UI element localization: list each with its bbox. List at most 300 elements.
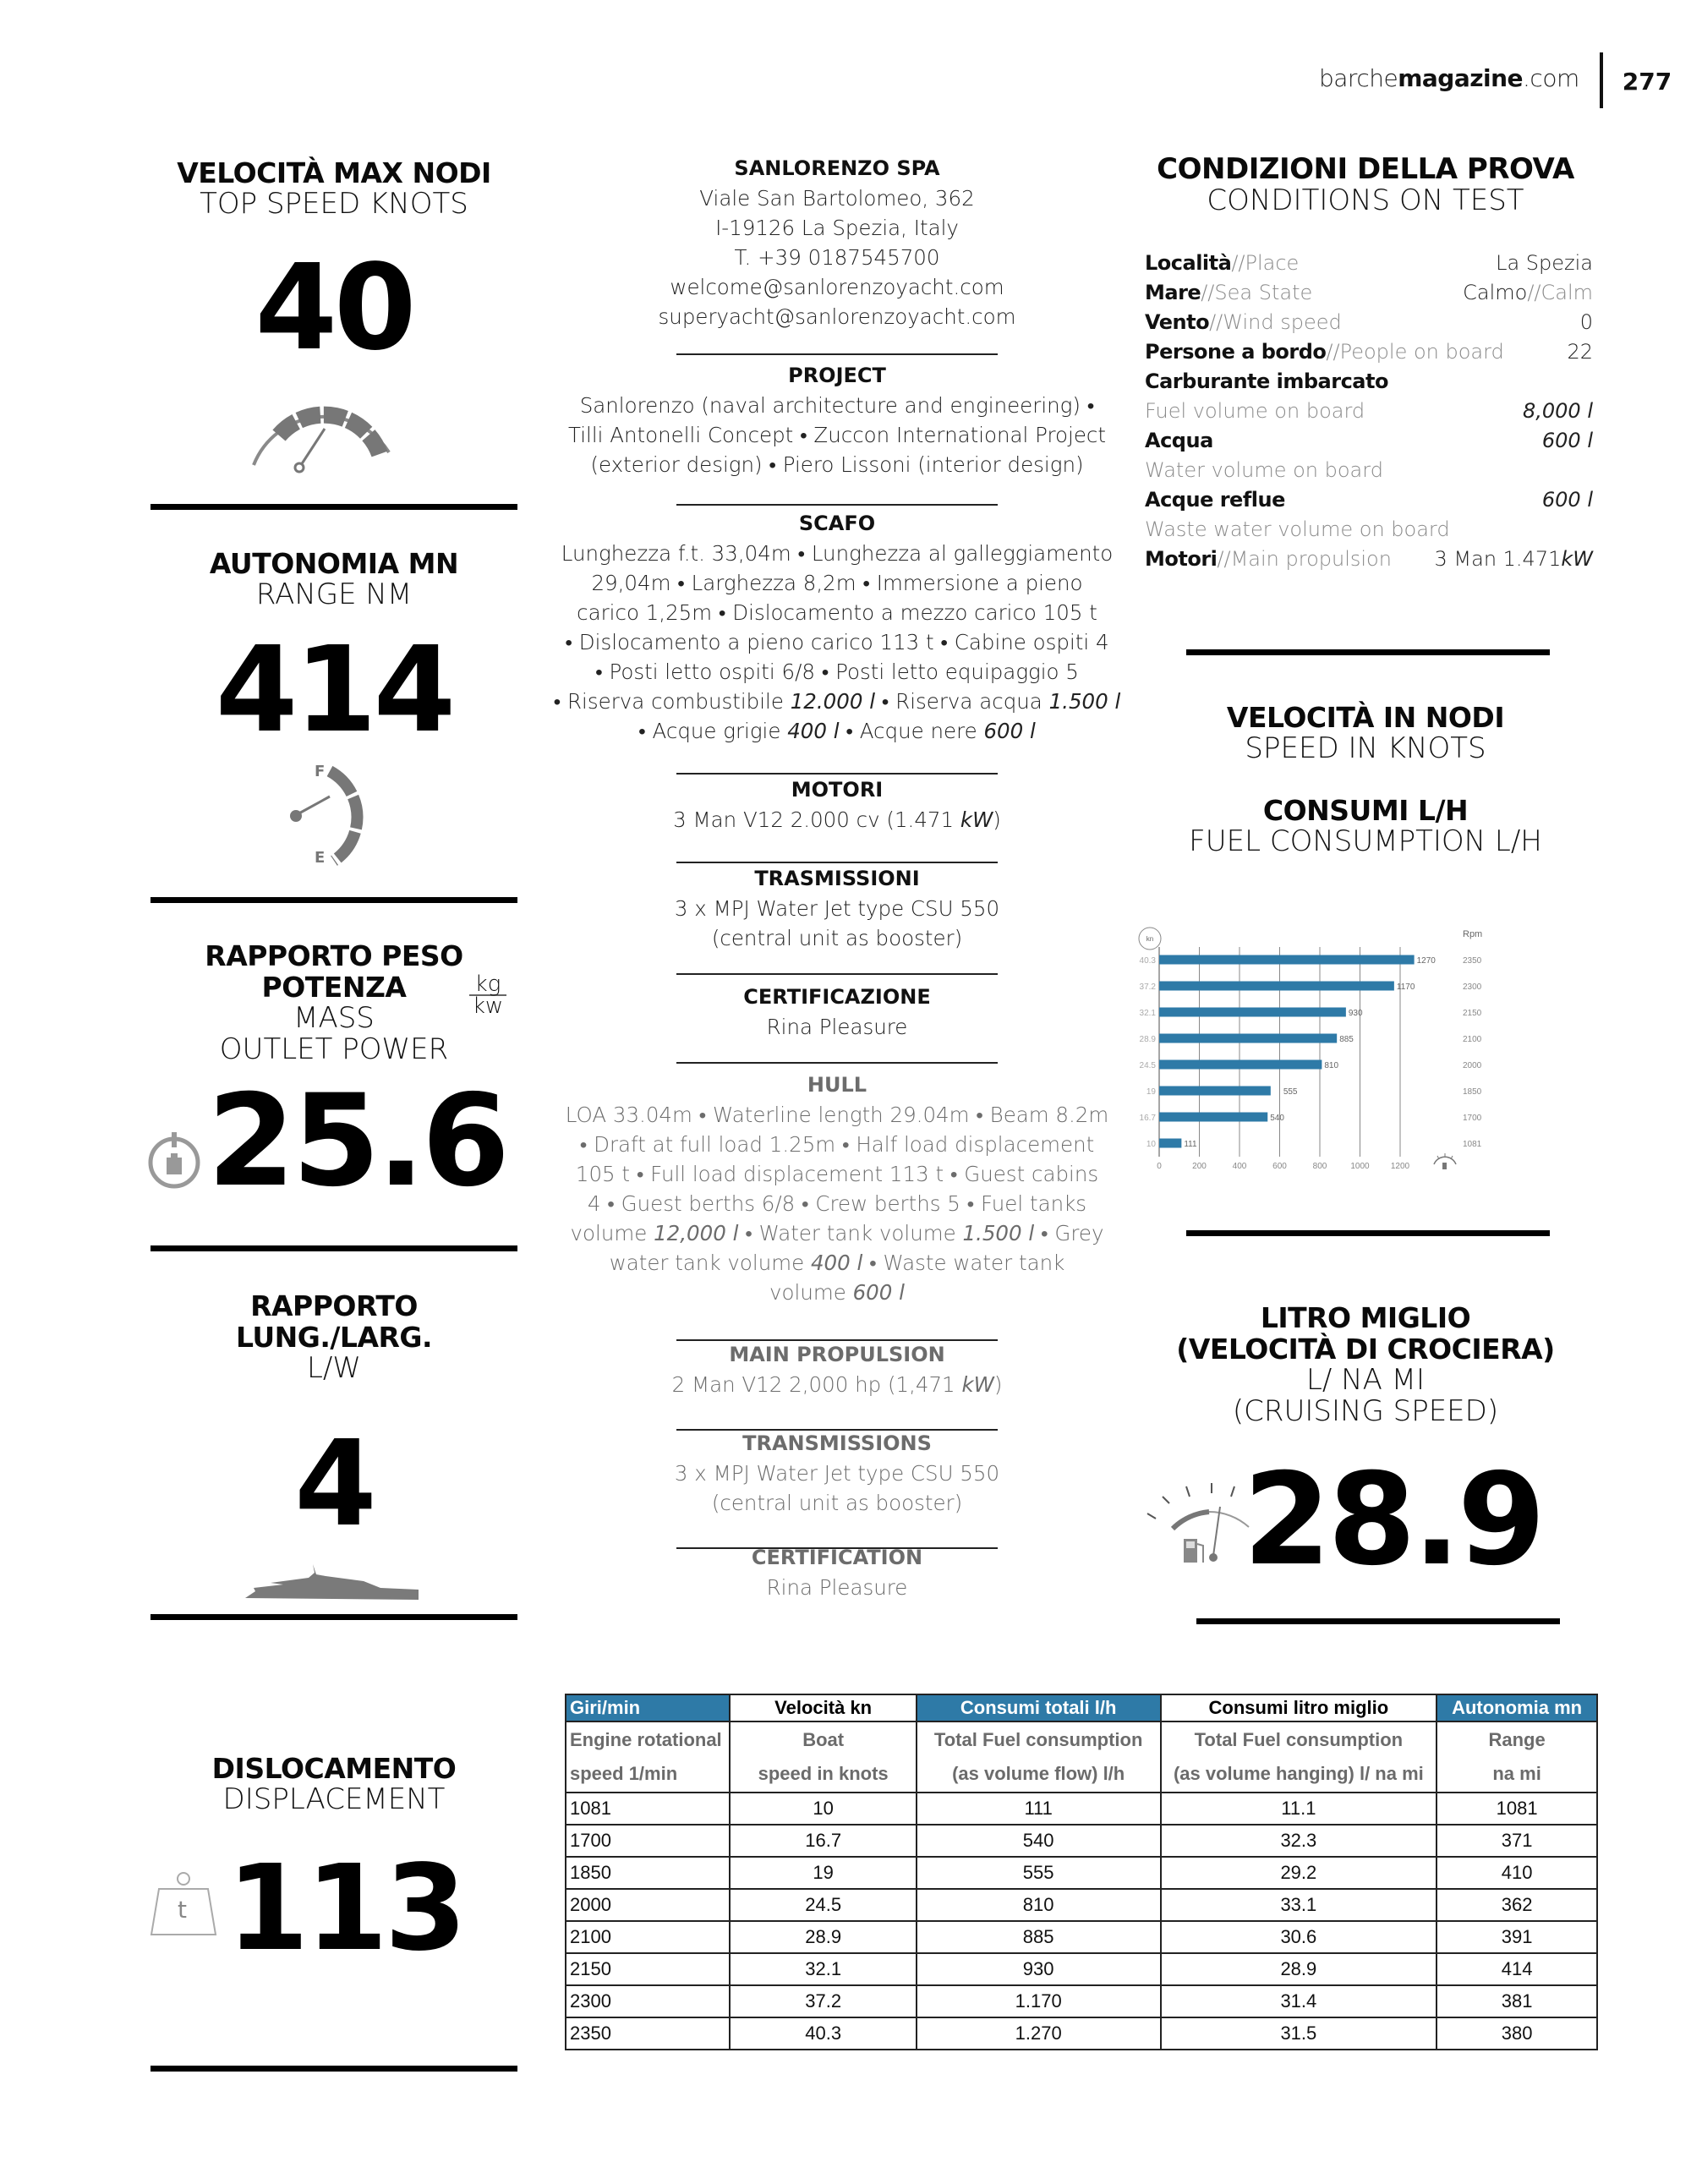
condition-value-text: 3 Man 1.471 xyxy=(1434,547,1562,571)
bar xyxy=(1159,1008,1346,1017)
condition-value-text: La Spezia xyxy=(1496,251,1593,275)
condition-row xyxy=(1145,337,1593,367)
condition-label-it: Vento xyxy=(1145,310,1210,334)
lw-ratio-block xyxy=(150,1290,517,1384)
table-cell: 810 xyxy=(917,1889,1161,1921)
hull-line xyxy=(550,1218,1125,1248)
table-cell: 380 xyxy=(1437,2017,1597,2050)
trasmissioni-line: 3 x MPJ Water Jet type CSU 550 xyxy=(674,896,1000,921)
page-number: 277 xyxy=(1622,68,1672,96)
displacement-value: 113 xyxy=(227,1840,464,1978)
table-header-cell: Consumi litro miglio xyxy=(1161,1694,1437,1721)
table-cell: 885 xyxy=(917,1921,1161,1953)
table-cell: 11.1 xyxy=(1161,1793,1437,1825)
rpm-label: 2350 xyxy=(1463,956,1482,966)
conditions-title-it: CONDIZIONI DELLA PROVA xyxy=(1157,152,1574,186)
condition-label-en: Water volume on board xyxy=(1145,458,1383,482)
main-propulsion-heading: MAIN PROPULSION xyxy=(729,1343,945,1366)
table-cell: 1.170 xyxy=(917,1985,1161,2017)
power-ratio-title-en-2: OUTLET POWER xyxy=(219,1032,449,1066)
bar-value-label: 930 xyxy=(1348,1009,1363,1018)
range-value: 414 xyxy=(215,621,453,759)
power-ratio-title-it-1: RAPPORTO PESO xyxy=(205,939,463,972)
x-tick-label: 1200 xyxy=(1390,1162,1410,1171)
table-row xyxy=(566,1921,1597,1953)
scafo-text: • Riserva acqua xyxy=(875,689,1049,714)
y-category-label: 32.1 xyxy=(1139,1009,1156,1018)
condition-value-text: 22 xyxy=(1567,340,1593,364)
table-cell: 930 xyxy=(917,1953,1161,1985)
left-divider-3 xyxy=(150,1245,517,1251)
condition-label-en: //Place xyxy=(1231,251,1300,275)
table-subheader-line: speed 1/min xyxy=(570,1763,678,1784)
top-speed-title-it: VELOCITÀ MAX NODI xyxy=(177,156,491,189)
table-cell: 111 xyxy=(917,1793,1161,1825)
certificazione-heading: CERTIFICAZIONE xyxy=(743,985,931,1009)
yacht-silhouette-icon xyxy=(245,1563,423,1601)
right-divider-1 xyxy=(1186,649,1550,655)
hull-value: 1.500 l xyxy=(962,1221,1035,1245)
x-tick-label: 800 xyxy=(1312,1162,1327,1171)
table-cell: 381 xyxy=(1437,1985,1597,2017)
site-name xyxy=(1319,64,1579,92)
motori-text-a: 3 Man V12 2.000 cv (1.471 xyxy=(673,807,960,832)
table-cell: 555 xyxy=(917,1857,1161,1889)
hull-text: volume xyxy=(570,1221,654,1245)
condition-label-it: Mare xyxy=(1145,281,1201,304)
main-propulsion-text-c: ) xyxy=(993,1372,1003,1397)
ton-letter: t xyxy=(178,1896,187,1924)
table-cell: 40.3 xyxy=(730,2017,916,2050)
condition-label xyxy=(1145,456,1383,485)
table-subheader-line: na mi xyxy=(1492,1763,1541,1784)
site-bold: magazine xyxy=(1398,64,1524,92)
condition-label xyxy=(1145,249,1299,278)
condition-label-it: Carburante imbarcato xyxy=(1145,369,1388,393)
table-row xyxy=(566,1953,1597,1985)
table-cell: 28.9 xyxy=(1161,1953,1437,1985)
condition-value xyxy=(1435,545,1594,574)
hull-line: 105 t • Full load displacement 113 t • Guest cabins xyxy=(575,1162,1099,1186)
condition-row xyxy=(1145,456,1593,485)
table-cell: 29.2 xyxy=(1161,1857,1437,1889)
table-cell: 31.5 xyxy=(1161,2017,1437,2050)
fuel-gauge-mini-icon xyxy=(1434,1153,1456,1169)
consumption-title-en: FUEL CONSUMPTION L/H xyxy=(1189,824,1542,858)
condition-value xyxy=(1542,485,1593,515)
table-cell: 362 xyxy=(1437,1889,1597,1921)
table-cell: 410 xyxy=(1437,1857,1597,1889)
power-ratio-block xyxy=(150,940,517,1065)
hull-line: LOA 33.04m • Waterline length 29.04m • Beam 8.2m xyxy=(565,1103,1109,1127)
gauge-empty-label: E xyxy=(315,849,326,867)
hull-block xyxy=(550,1070,1125,1307)
right-divider-3 xyxy=(1196,1618,1560,1624)
top-speed-value: 40 xyxy=(254,239,413,377)
litre-mile-title-it-1: LITRO MIGLIO xyxy=(1260,1301,1471,1334)
main-propulsion-text-a: 2 Man V12 2,000 hp (1,471 xyxy=(671,1372,962,1397)
table-cell: 2300 xyxy=(566,1985,730,2017)
condition-value xyxy=(1542,426,1593,456)
scafo-text: • Acque nere xyxy=(839,719,984,743)
scafo-block xyxy=(550,509,1125,746)
bar-value-label: 810 xyxy=(1324,1061,1339,1070)
condition-label xyxy=(1145,367,1388,397)
displacement-block xyxy=(150,1753,517,1815)
displacement-title-it: DISLOCAMENTO xyxy=(211,1752,457,1785)
scafo-line: • Dislocamento a pieno carico 113 t • Cabine ospiti 4 xyxy=(565,630,1109,654)
litre-mile-title xyxy=(1141,1302,1590,1427)
company-address: Viale San Bartolomeo, 362 xyxy=(699,186,975,211)
bar xyxy=(1159,1087,1271,1096)
table-subheader-line: Total Fuel consumption xyxy=(933,1729,1143,1750)
hull-value: 600 l xyxy=(852,1280,905,1305)
speedometer-icon xyxy=(245,393,406,478)
table-cell: 1081 xyxy=(1437,1793,1597,1825)
table-subheader-line: Range xyxy=(1488,1729,1546,1750)
hull-text: • Waste water tank xyxy=(862,1251,1065,1275)
left-divider-1 xyxy=(150,504,517,510)
left-divider-5 xyxy=(150,2066,517,2072)
table-subheader-row xyxy=(566,1721,1597,1793)
certificazione-text: Rina Pleasure xyxy=(766,1015,908,1039)
company-name: SANLORENZO SPA xyxy=(734,156,940,180)
speed-title-en: SPEED IN KNOTS xyxy=(1245,731,1486,765)
company-city: I-19126 La Spezia, Italy xyxy=(715,216,959,240)
right-divider-2 xyxy=(1186,1230,1550,1236)
condition-value-text: 600 l xyxy=(1541,488,1593,512)
litre-mile-value: 28.9 xyxy=(1243,1447,1543,1594)
table-header-row xyxy=(566,1694,1597,1721)
site-prefix: barche xyxy=(1319,64,1398,92)
motori-unit: kW xyxy=(960,807,993,832)
condition-row xyxy=(1145,545,1593,574)
scafo-value: 12.000 l xyxy=(790,689,876,714)
condition-label-it: Località xyxy=(1145,251,1232,275)
speed-title-it: VELOCITÀ IN NODI xyxy=(1226,701,1505,734)
condition-label xyxy=(1145,308,1342,337)
unit-denominator: kw xyxy=(472,993,504,1019)
table-subheader-cell xyxy=(566,1721,730,1793)
y-category-label: 40.3 xyxy=(1139,956,1156,966)
rpm-label: 1081 xyxy=(1463,1140,1482,1149)
table-header-cell: Consumi totali l/h xyxy=(917,1694,1161,1721)
gauge-full-label: F xyxy=(315,763,326,780)
bar-value-label: 1170 xyxy=(1396,983,1415,992)
motori-text-c: ) xyxy=(993,807,1001,832)
rpm-label: 1850 xyxy=(1463,1087,1482,1097)
displacement-title-en: DISPLACEMENT xyxy=(222,1782,446,1816)
table-cell: 1.270 xyxy=(917,2017,1161,2050)
hull-text: • Grey xyxy=(1034,1221,1104,1245)
main-propulsion-text xyxy=(550,1370,1125,1399)
trasmissioni-line: (central unit as booster) xyxy=(711,926,963,950)
table-cell: 37.2 xyxy=(730,1985,916,2017)
condition-label-it: Persone a bordo xyxy=(1145,340,1327,364)
table-subheader-line: speed in knots xyxy=(758,1763,889,1784)
condition-label xyxy=(1145,397,1365,426)
mid-divider-6 xyxy=(676,1062,998,1064)
bar xyxy=(1159,1113,1267,1122)
fuel-pump-gauge-icon xyxy=(1146,1481,1256,1566)
scafo-line: carico 1,25m • Dislocamento a mezzo carico 105 t xyxy=(577,600,1097,625)
power-ratio-value: 25.6 xyxy=(207,1068,507,1215)
table-cell: 2350 xyxy=(566,2017,730,2050)
hull-heading: HULL xyxy=(807,1073,867,1097)
table-cell: 10 xyxy=(730,1793,916,1825)
bar xyxy=(1159,1139,1181,1148)
table-cell: 414 xyxy=(1437,1953,1597,1985)
table-subheader-cell xyxy=(1437,1721,1597,1793)
header-divider xyxy=(1600,52,1603,108)
table-cell: 28.9 xyxy=(730,1921,916,1953)
top-speed-title-en: TOP SPEED KNOTS xyxy=(200,187,468,221)
table-cell: 30.6 xyxy=(1161,1921,1437,1953)
condition-value-text: Calmo xyxy=(1463,281,1528,304)
transmissions-line: (central unit as booster) xyxy=(711,1491,963,1515)
table-header-cell: Autonomia mn xyxy=(1437,1694,1597,1721)
rpm-label: 2150 xyxy=(1463,1009,1482,1018)
table-cell: 1850 xyxy=(566,1857,730,1889)
table-subheader-line: Engine rotational xyxy=(570,1729,722,1750)
company-phone: T. +39 0187545700 xyxy=(734,245,940,270)
hull-line xyxy=(550,1278,1125,1307)
scafo-line xyxy=(550,716,1125,746)
mid-divider-4 xyxy=(676,862,998,863)
y-category-label: 10 xyxy=(1146,1140,1156,1149)
fuel-gauge-icon xyxy=(283,761,385,871)
certification-block xyxy=(550,1543,1125,1602)
bar-value-label: 540 xyxy=(1270,1114,1284,1123)
condition-value-text: 8,000 l xyxy=(1522,399,1593,423)
hull-value: 12,000 l xyxy=(654,1221,739,1245)
table-header-cell: Velocità kn xyxy=(730,1694,916,1721)
table-row xyxy=(566,1889,1597,1921)
scafo-line xyxy=(550,687,1125,716)
condition-label xyxy=(1145,337,1504,367)
condition-label-it: Acqua xyxy=(1145,429,1213,452)
company-email-superyacht[interactable]: superyacht@sanlorenzoyacht.com xyxy=(658,304,1016,329)
left-divider-4 xyxy=(150,1614,517,1620)
trasmissioni-heading: TRASMISSIONI xyxy=(754,867,920,890)
condition-value-text: 600 l xyxy=(1541,429,1593,452)
hull-text: water tank volume xyxy=(609,1251,811,1275)
project-heading: PROJECT xyxy=(788,364,886,387)
condition-value xyxy=(1463,278,1593,308)
table-cell: 2150 xyxy=(566,1953,730,1985)
table-row xyxy=(566,1825,1597,1857)
bar-value-label: 885 xyxy=(1339,1035,1354,1044)
x-tick-label: 0 xyxy=(1157,1162,1162,1171)
project-line: (exterior design) • Piero Lissoni (interior design) xyxy=(590,452,1084,477)
condition-value xyxy=(1580,308,1593,337)
table-row xyxy=(566,2017,1597,2050)
table-cell: 24.5 xyxy=(730,1889,916,1921)
rpm-label: 1700 xyxy=(1463,1114,1482,1123)
table-cell: 33.1 xyxy=(1161,1889,1437,1921)
condition-value-unit: kW xyxy=(1561,547,1593,571)
condition-label-it: Motori xyxy=(1145,547,1218,571)
condition-row xyxy=(1145,367,1593,397)
performance-table xyxy=(565,1694,1598,2050)
transmissions-block xyxy=(550,1429,1125,1518)
motori-text xyxy=(550,805,1125,835)
scafo-value: 600 l xyxy=(983,719,1036,743)
lw-title-en: L/W xyxy=(306,1351,361,1385)
scafo-line: Lunghezza f.t. 33,04m • Lunghezza al galleggiamento xyxy=(561,541,1114,566)
scafo-line: 29,04m • Larghezza 8,2m • Immersione a pieno xyxy=(591,571,1083,595)
table-header-cell: Giri/min xyxy=(566,1694,730,1721)
table-cell: 371 xyxy=(1437,1825,1597,1857)
range-block xyxy=(150,548,517,610)
mid-divider-5 xyxy=(676,973,998,975)
hull-text: volume xyxy=(769,1280,853,1305)
project-block xyxy=(550,361,1125,479)
table-cell: 540 xyxy=(917,1825,1161,1857)
site-suffix: .com xyxy=(1523,64,1579,92)
lw-title-it-1: RAPPORTO xyxy=(250,1289,418,1322)
y-category-label: 37.2 xyxy=(1139,983,1156,992)
y-category-label: 16.7 xyxy=(1139,1114,1156,1123)
unit-kg-per-kw xyxy=(469,972,506,1019)
weight-power-icon xyxy=(146,1129,205,1192)
table-row xyxy=(566,1793,1597,1825)
lw-title-it-2: LUNG./LARG. xyxy=(235,1321,433,1354)
table-cell: 2000 xyxy=(566,1889,730,1921)
consumption-title xyxy=(1141,795,1590,857)
left-divider-2 xyxy=(150,897,517,903)
scafo-value: 400 l xyxy=(787,719,840,743)
bar xyxy=(1159,1034,1337,1043)
hull-line xyxy=(550,1248,1125,1278)
litre-mile-title-en-2: (CRUISING SPEED) xyxy=(1232,1394,1499,1428)
table-subheader-cell xyxy=(1161,1721,1437,1793)
table-subheader-line: (as volume hanging) l/ na mi xyxy=(1173,1763,1424,1784)
table-subheader-cell xyxy=(730,1721,916,1793)
company-block xyxy=(550,154,1125,331)
range-title-en: RANGE NM xyxy=(255,577,413,611)
x-tick-label: 1000 xyxy=(1350,1162,1370,1171)
table-subheader-line: (as volume flow) l/h xyxy=(952,1763,1125,1784)
mid-divider-2 xyxy=(676,504,998,506)
condition-label xyxy=(1145,545,1392,574)
condition-label-it: Acque reflue xyxy=(1145,488,1285,512)
condition-label xyxy=(1145,278,1312,308)
certification-text: Rina Pleasure xyxy=(766,1575,908,1600)
top-speed-block xyxy=(150,157,517,220)
table-cell: 32.1 xyxy=(730,1953,916,1985)
condition-label-en: //Wind speed xyxy=(1209,310,1342,334)
range-title-it: AUTONOMIA MN xyxy=(209,547,459,580)
motori-heading: MOTORI xyxy=(791,778,884,802)
condition-value-text: 0 xyxy=(1579,310,1593,334)
condition-label xyxy=(1145,426,1213,456)
bar xyxy=(1159,1060,1322,1070)
power-ratio-title-en-1: MASS xyxy=(293,1001,375,1035)
mid-divider-1 xyxy=(676,353,998,355)
condition-value xyxy=(1523,397,1593,426)
conditions-title-en: CONDITIONS ON TEST xyxy=(1207,183,1524,217)
table-cell: 19 xyxy=(730,1857,916,1889)
project-line: Sanlorenzo (naval architecture and engineering) • xyxy=(579,393,1095,418)
scafo-text: • Acque grigie xyxy=(638,719,788,743)
condition-row xyxy=(1145,249,1593,278)
company-email-welcome[interactable]: welcome@sanlorenzoyacht.com xyxy=(670,275,1004,299)
condition-label-en: //Main propulsion xyxy=(1217,547,1392,571)
condition-row xyxy=(1145,485,1593,515)
rpm-label: 2100 xyxy=(1463,1035,1482,1044)
conditions-list xyxy=(1145,249,1593,574)
transmissions-line: 3 x MPJ Water Jet type CSU 550 xyxy=(674,1461,1000,1486)
scafo-text: • Riserva combustibile xyxy=(553,689,791,714)
speed-title xyxy=(1141,702,1590,764)
conditions-title xyxy=(1141,154,1590,216)
rpm-label: 2000 xyxy=(1463,1061,1482,1070)
condition-row xyxy=(1145,397,1593,426)
consumption-title-it: CONSUMI L/H xyxy=(1262,794,1469,827)
bar xyxy=(1159,955,1415,965)
hull-text: • Water tank volume xyxy=(738,1221,963,1245)
condition-value xyxy=(1567,337,1593,367)
condition-label xyxy=(1145,515,1450,545)
table-cell: 32.3 xyxy=(1161,1825,1437,1857)
condition-row xyxy=(1145,278,1593,308)
litre-mile-title-en-1: L/ NA MI xyxy=(1305,1363,1426,1397)
condition-value xyxy=(1496,249,1593,278)
certificazione-block xyxy=(550,983,1125,1042)
table-cell: 2100 xyxy=(566,1921,730,1953)
litre-mile-title-it-2: (VELOCITÀ DI CROCIERA) xyxy=(1176,1333,1555,1366)
condition-label xyxy=(1145,485,1285,515)
table-cell: 31.4 xyxy=(1161,1985,1437,2017)
knots-icon-label: kn xyxy=(1146,935,1154,943)
table-cell: 16.7 xyxy=(730,1825,916,1857)
bar-value-label: 1270 xyxy=(1416,956,1436,966)
y-category-label: 24.5 xyxy=(1139,1061,1156,1070)
table-subheader-line: Total Fuel consumption xyxy=(1194,1729,1404,1750)
bar-value-label: 555 xyxy=(1283,1087,1298,1097)
lw-ratio-value: 4 xyxy=(294,1415,374,1553)
rpm-label: 2300 xyxy=(1463,983,1482,992)
main-propulsion-unit: kW xyxy=(961,1372,994,1397)
y-category-label: 19 xyxy=(1146,1087,1156,1097)
hull-value: 400 l xyxy=(810,1251,863,1275)
condition-label-en: //People on board xyxy=(1326,340,1504,364)
x-tick-label: 400 xyxy=(1232,1162,1247,1171)
main-propulsion-block xyxy=(550,1340,1125,1399)
x-tick-label: 600 xyxy=(1272,1162,1287,1171)
weight-ton-icon xyxy=(149,1870,218,1938)
scafo-value: 1.500 l xyxy=(1048,689,1121,714)
bar-value-label: 111 xyxy=(1184,1140,1197,1149)
table-row xyxy=(566,1985,1597,2017)
motori-block xyxy=(550,775,1125,835)
scafo-heading: SCAFO xyxy=(798,512,876,535)
transmissions-heading: TRANSMISSIONS xyxy=(742,1431,932,1455)
table-cell: 1700 xyxy=(566,1825,730,1857)
condition-label-en: Fuel volume on board xyxy=(1145,399,1365,423)
condition-row xyxy=(1145,426,1593,456)
table-cell: 1081 xyxy=(566,1793,730,1825)
table-subheader-cell xyxy=(917,1721,1161,1793)
condition-label-en: Waste water volume on board xyxy=(1145,517,1450,541)
unit-numerator: kg xyxy=(469,974,506,996)
scafo-line: • Posti letto ospiti 6/8 • Posti letto equipaggio 5 xyxy=(595,660,1079,684)
table-subheader-line: Boat xyxy=(802,1729,845,1750)
hull-line: 4 • Guest berths 6/8 • Crew berths 5 • Fuel tanks xyxy=(587,1191,1087,1216)
certification-heading: CERTIFICATION xyxy=(751,1546,923,1569)
bar xyxy=(1159,982,1394,991)
